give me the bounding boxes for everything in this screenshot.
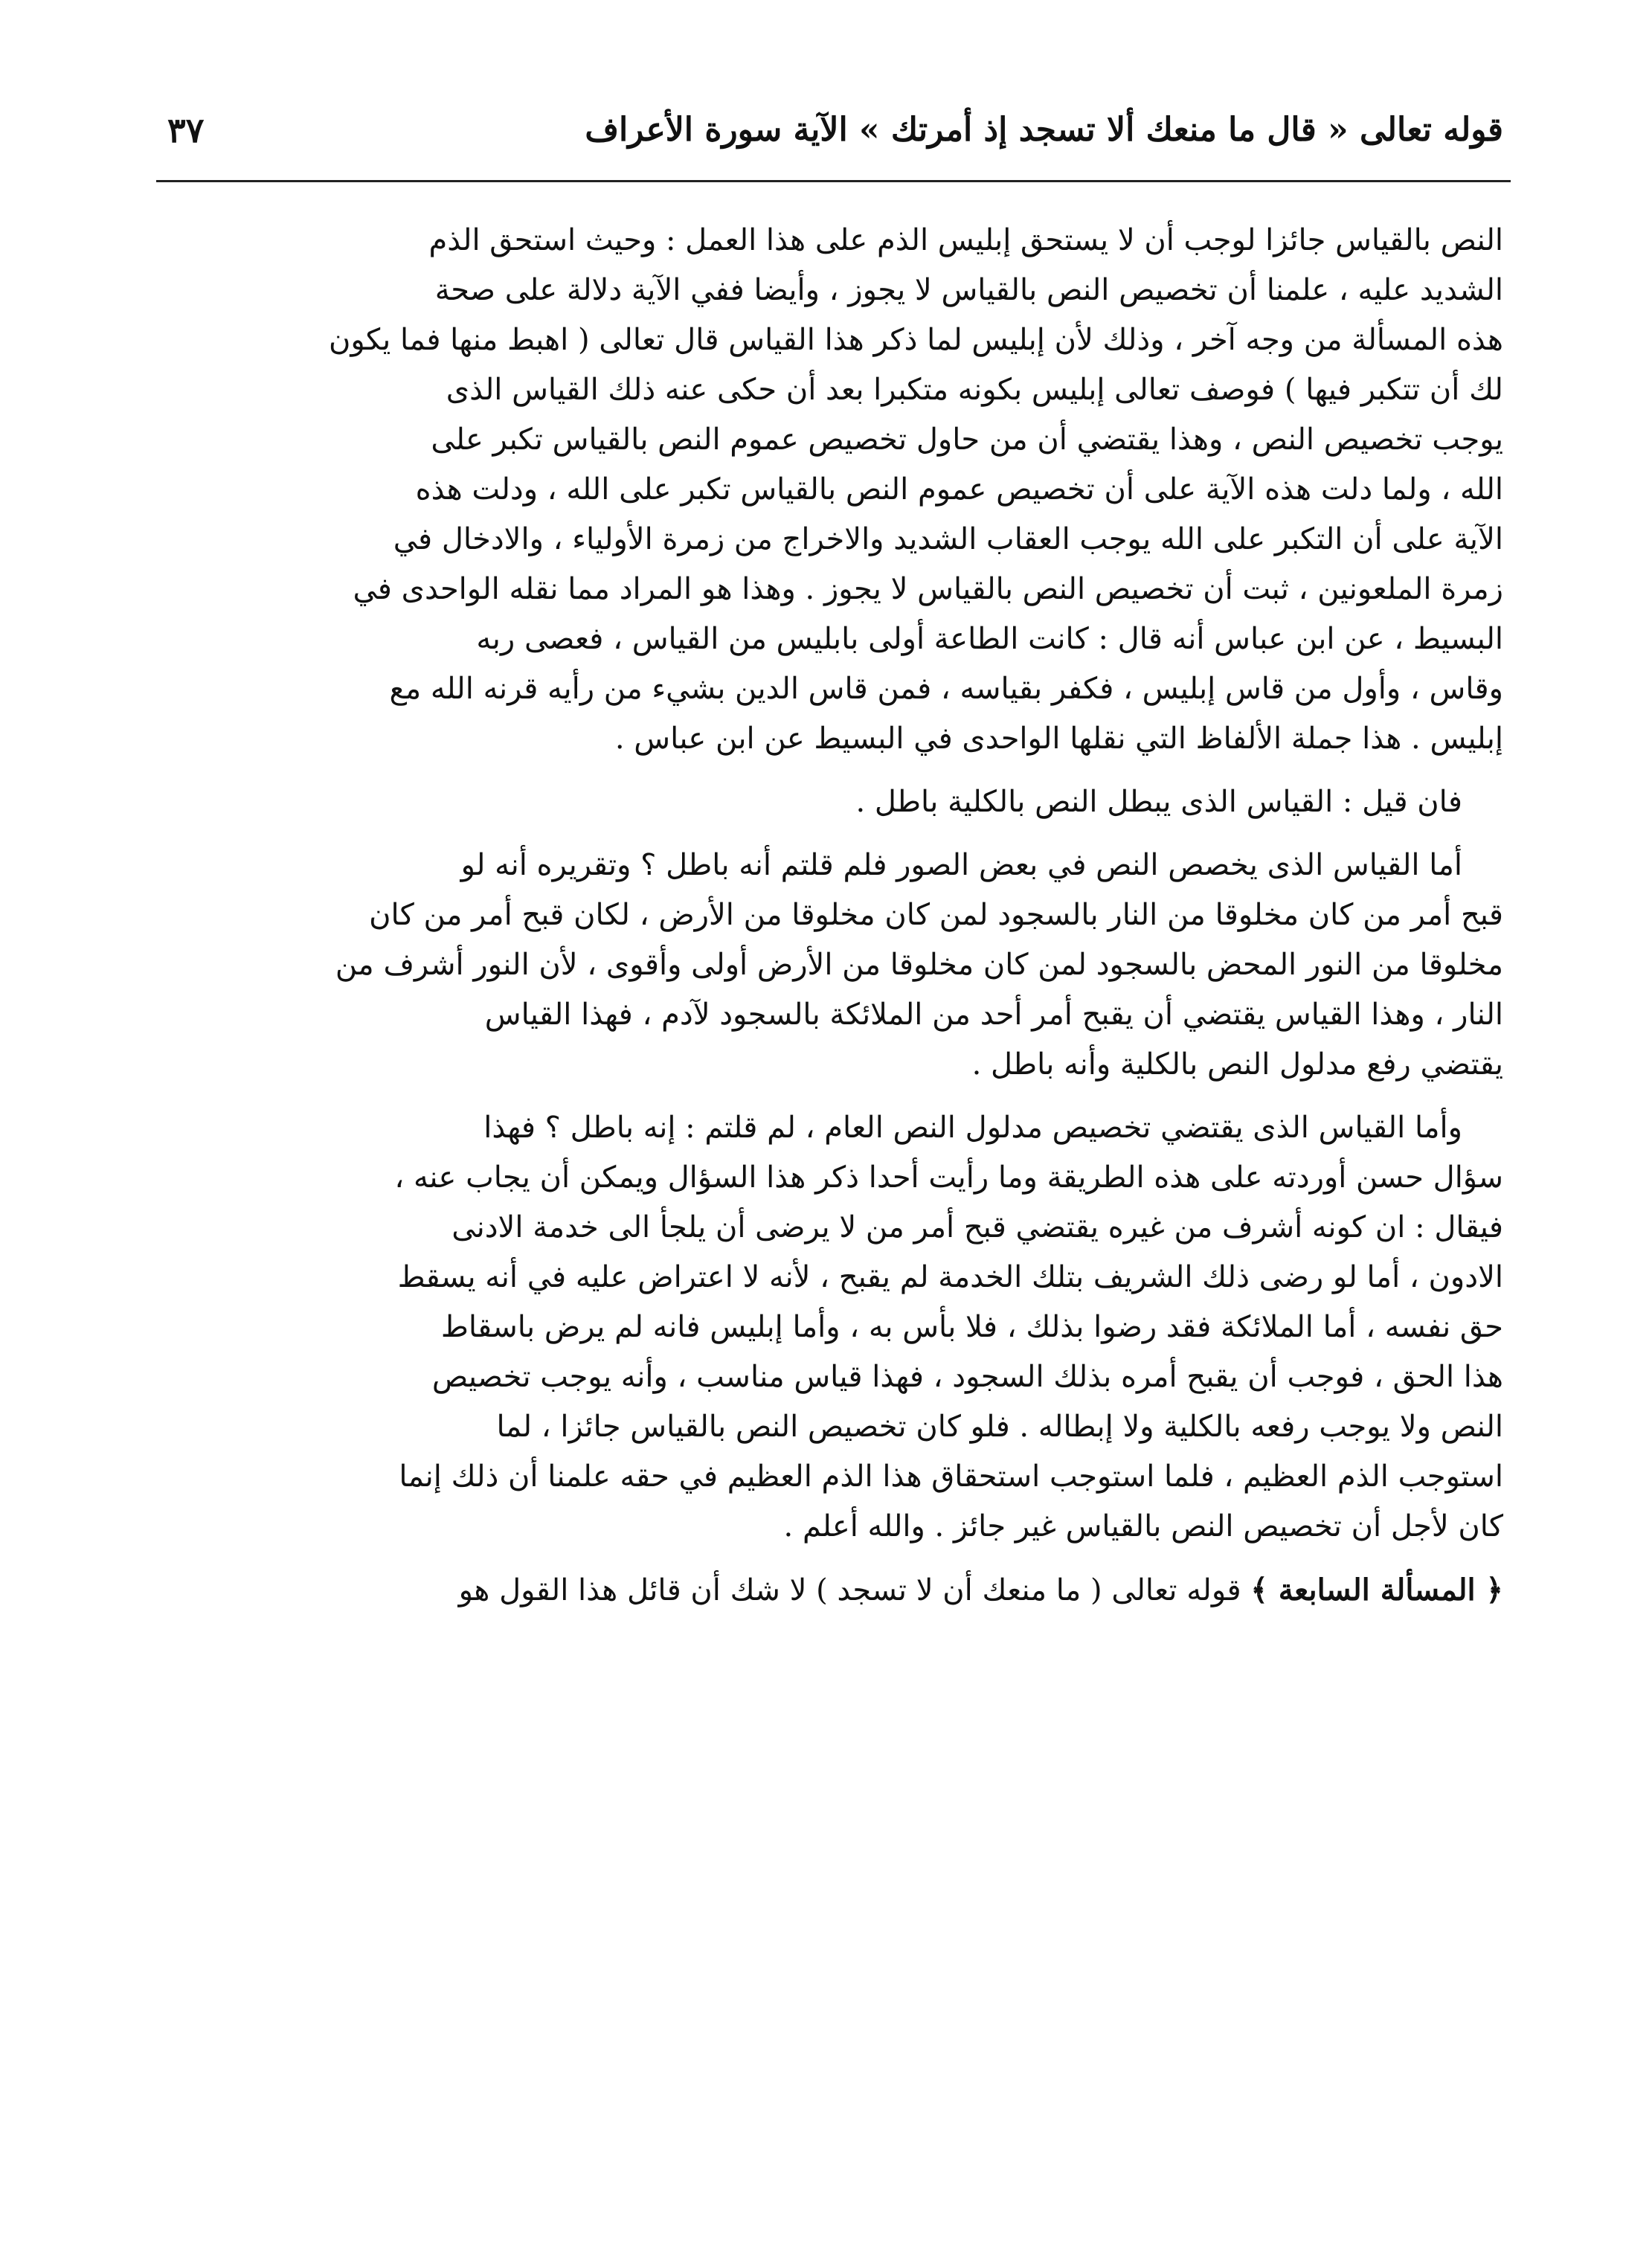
paragraph-seventh-issue (182, 1565, 1503, 1616)
section-heading: ﴿ المسألة السابعة ﴾ (1250, 1573, 1503, 1607)
paragraph-continuation: النص بالقياس جائزا لوجب أن لا يستحق إبليس الذم على هذا العمل : وحيث استحق الذم الشديد عليه ، علمنا أن تخصيص النص بالقياس لا يجوز ، وأيضا ففي الآية دلالة على صحة هذه المسألة من وجه آخر ، وذلك لأن إبليس لما ذكر هذا القياس قال تعالى ( اهبط منها فما يكون لك أن تتكبر فيها ) فوصف تعالى إبليس بكونه متكبرا بعد أن حكى عنه ذلك القياس الذى يوجب تخصيص النص ، وهذا يقتضي أن من حاول تخصيص عموم النص بالقياس تكبر على الله ، ولما دلت هذه الآية على أن تخصيص عموم النص بالقياس تكبر على الله ، ودلت هذه الآية على أن التكبر على الله يوجب العقاب الشديد والاخراج من زمرة الأولياء ، والادخال في زمرة الملعونين ، ثبت أن تخصيص النص بالقياس لا يجوز . وهذا هو المراد مما نقله الواحدى في البسيط ، عن ابن عباس أنه قال : كانت الطاعة أولى بابليس من القياس ، فعصى ربه وقاس ، وأول من قاس إبليس ، فكفر بقياسه ، فمن قاس الدين بشيء من رأيه قرنه الله مع إبليس . هذا جملة الألفاظ التي نقلها الواحدى في البسيط عن ابن عباس . (329, 223, 1503, 756)
paragraph-specification: أما القياس الذى يخصص النص في بعض الصور فلم قلتم أنه باطل ؟ وتقريره أنه لو قبح أمر من كان مخلوقا من النار بالسجود لمن كان مخلوقا من الأرض ، لكان قبح أمر من كان مخلوقا من النور المحض بالسجود لمن كان مخلوقا من الأرض أولى وأقوى ، لأن النور أشرف من النار ، وهذا القياس يقتضي أن يقبح أمر أحد من الملائكة بالسجود لآدم ، فهذا القياس يقتضي رفع مدلول النص بالكلية وأنه باطل . (335, 848, 1503, 1082)
paragraph-objection: فان قيل : القياس الذى يبطل النص بالكلية باطل . (855, 785, 1462, 819)
section-text: قوله تعالى ( ما منعك أن لا تسجد ) لا شك أن قائل هذا القول هو (458, 1573, 1251, 1607)
running-title: قوله تعالى « قال ما منعك ألا تسجد إذ أمرتك » الآية سورة الأعراف (585, 111, 1503, 149)
paragraph-answer: وأما القياس الذى يقتضي تخصيص مدلول النص العام ، لم قلتم : إنه باطل ؟ فهذا سؤال حسن أوردته على هذه الطريقة وما رأيت أحدا ذكر هذا السؤال ويمكن أن يجاب عنه ، فيقال : ان كونه أشرف من غيره يقتضي قبح أمر من لا يرضى أن يلجأ الى خدمة الادنى الادون ، أما لو رضى ذلك الشريف بتلك الخدمة لم يقبح ، لأنه لا اعتراض عليه في أنه يسقط حق نفسه ، أما الملائكة فقد رضوا بذلك ، فلا بأس به ، وأما إبليس فانه لم يرض باسقاط هذا الحق ، فوجب أن يقبح أمره بذلك السجود ، فهذا قياس مناسب ، وأنه يوجب تخصيص النص ولا يوجب رفعه بالكلية ولا إبطاله . فلو كان تخصيص النص بالقياس جائزا ، لما استوجب الذم العظيم ، فلما استوجب استحقاق هذا الذم العظيم في حقه علمنا أن ذلك إنما كان لأجل أن تخصيص النص بالقياس غير جائز . والله أعلم . (394, 1111, 1503, 1544)
page-number: ٣٧ (167, 110, 205, 150)
body-text (182, 216, 1503, 1616)
page-header (167, 104, 1503, 156)
header-divider (156, 180, 1511, 182)
